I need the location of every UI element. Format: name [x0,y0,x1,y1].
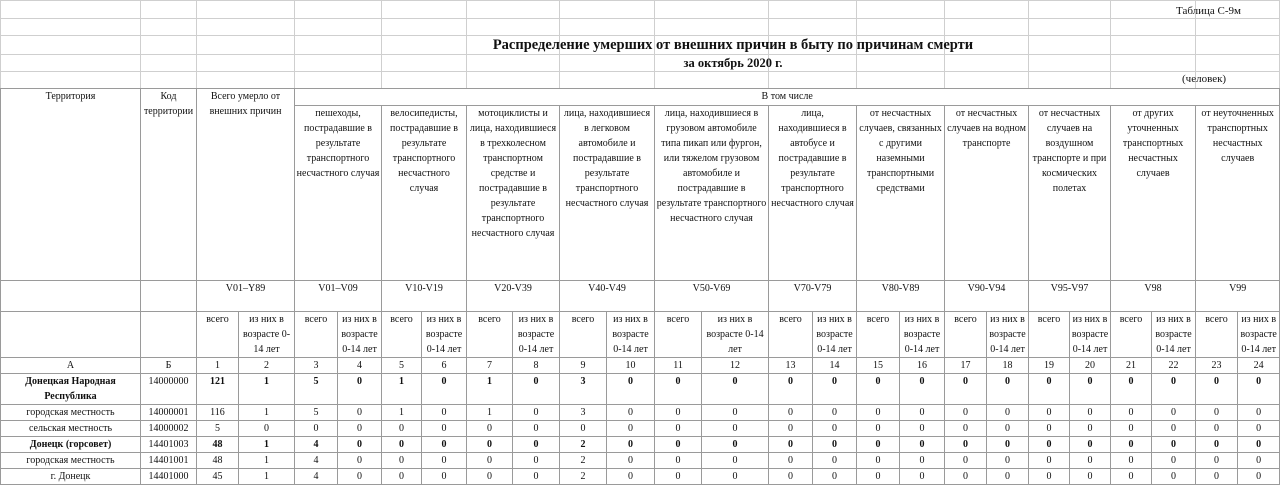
value-cell: 5 [197,421,239,437]
sub-header-total: всего [467,312,513,358]
value-cell: 0 [422,405,467,421]
value-cell: 1 [239,405,295,421]
value-cell: 0 [1238,469,1280,485]
value-cell: 0 [945,453,987,469]
value-cell: 0 [338,374,382,405]
value-cell: 0 [900,469,945,485]
value-cell: 1 [382,374,422,405]
value-cell: 0 [467,453,513,469]
value-cell: 0 [987,453,1029,469]
value-cell: 0 [1152,421,1196,437]
blank-cell [1,312,141,358]
table-row [1,437,1280,453]
sub-header-child: из них в возрасте 0-14 лет [513,312,560,358]
column-number: 2 [239,358,295,374]
value-cell: 3 [560,374,607,405]
sub-header-child: из них в возрасте 0-14 лет [239,312,295,358]
value-cell: 0 [1070,469,1111,485]
sub-header-child: из них в возрасте 0-14 лет [1238,312,1280,358]
value-cell: 0 [1152,469,1196,485]
column-number: 5 [382,358,422,374]
sub-header-child: из них в возрасте 0-14 лет [1152,312,1196,358]
territory-name: г. Донецк [1,469,141,485]
value-cell: 0 [513,469,560,485]
territory-code: 14401003 [141,437,197,453]
value-cell: 1 [239,469,295,485]
total-codes: V01–Y89 [197,281,295,312]
value-cell: 0 [382,437,422,453]
value-cell: 0 [1029,469,1070,485]
table-header [1,89,1280,374]
sub-header-child: из них в возрасте 0-14 лет [1070,312,1111,358]
value-cell: 48 [197,437,239,453]
value-cell: 0 [987,437,1029,453]
value-cell: 2 [560,437,607,453]
column-letter-a: А [1,358,141,374]
value-cell: 0 [513,374,560,405]
document-title: Распределение умерших от внешних причин в быту по причинам смерти [492,37,974,53]
value-cell: 0 [1070,405,1111,421]
value-cell: 0 [900,437,945,453]
value-cell: 0 [769,421,813,437]
value-cell: 0 [607,453,655,469]
value-cell: 0 [702,469,769,485]
sub-header-child: из них в возрасте 0-14 лет [900,312,945,358]
value-cell: 4 [295,437,338,453]
column-number: 3 [295,358,338,374]
value-cell: 0 [769,437,813,453]
value-cell: 0 [945,374,987,405]
territory-name: Донецкая Народная Республика [1,374,141,405]
value-cell: 0 [1029,453,1070,469]
territory-code: 14000001 [141,405,197,421]
blank-cell [141,312,197,358]
value-cell: 0 [513,421,560,437]
value-cell: 0 [769,405,813,421]
column-number: 24 [1238,358,1280,374]
value-cell: 0 [900,453,945,469]
value-cell: 0 [1070,453,1111,469]
territory-name: Донецк (горсовет) [1,437,141,453]
group-header: от неуточненных транспортных несчастных случаев [1196,106,1280,281]
value-cell: 0 [655,437,702,453]
value-cell: 0 [702,437,769,453]
group-codes: V98 [1111,281,1196,312]
value-cell: 0 [1238,421,1280,437]
group-header: лица, находившиеся в грузовом автомобиле типа пикап или фургон, или тяжелом грузовом автомобиле и пострадавшие в результате транспортного несчастного случая [655,106,769,281]
table-row [1,421,1280,437]
sub-header-total: всего [1111,312,1152,358]
group-codes: V70-V79 [769,281,857,312]
group-header: от несчастных случаев на воздушном транспорте и при космических полетах [1029,106,1111,281]
value-cell: 0 [1111,421,1152,437]
value-cell: 0 [655,405,702,421]
group-codes: V50-V69 [655,281,769,312]
territory-name: сельская местность [1,421,141,437]
value-cell: 0 [513,405,560,421]
value-cell: 1 [467,405,513,421]
group-codes: V99 [1196,281,1280,312]
value-cell: 0 [607,374,655,405]
value-cell: 0 [857,421,900,437]
total-deaths-header: Всего умерло от внешних причин [197,89,295,281]
territory-code: 14000000 [141,374,197,405]
column-number: 15 [857,358,900,374]
sub-header-child: из них в возрасте 0-14 лет [338,312,382,358]
value-cell: 1 [239,453,295,469]
column-number: 1 [197,358,239,374]
value-cell: 0 [422,421,467,437]
value-cell: 0 [857,469,900,485]
value-cell: 0 [1238,453,1280,469]
value-cell: 0 [857,453,900,469]
column-number: 9 [560,358,607,374]
value-cell: 1 [239,374,295,405]
value-cell: 0 [945,421,987,437]
value-cell: 0 [560,421,607,437]
value-cell: 0 [900,374,945,405]
column-number: 10 [607,358,655,374]
value-cell: 0 [655,469,702,485]
value-cell: 0 [1070,374,1111,405]
group-header: от других уточненных транспортных несчастных случаев [1111,106,1196,281]
table-body [1,374,1280,485]
value-cell: 0 [382,421,422,437]
value-cell: 0 [607,421,655,437]
column-number: 13 [769,358,813,374]
table-row [1,453,1280,469]
column-number: 11 [655,358,702,374]
value-cell: 0 [900,421,945,437]
sub-header-total: всего [857,312,900,358]
value-cell: 0 [1111,374,1152,405]
value-cell: 0 [1196,405,1238,421]
value-cell: 0 [702,405,769,421]
value-cell: 0 [513,453,560,469]
column-number: 4 [338,358,382,374]
column-number: 12 [702,358,769,374]
value-cell: 0 [945,437,987,453]
value-cell: 48 [197,453,239,469]
value-cell: 0 [813,453,857,469]
blank-cell [141,281,197,312]
value-cell: 0 [987,421,1029,437]
value-cell: 0 [382,469,422,485]
value-cell: 0 [1196,421,1238,437]
column-number: 8 [513,358,560,374]
sub-header-total: всего [382,312,422,358]
group-header: лица, находившиеся в автобусе и пострадавшие в результате транспортного несчастного случая [769,106,857,281]
statistics-table [0,88,1280,485]
territory-header: Территория [1,89,141,281]
value-cell: 0 [1029,374,1070,405]
territory-code: 14000002 [141,421,197,437]
territory-name: городская местность [1,453,141,469]
column-number: 16 [900,358,945,374]
column-number: 21 [1111,358,1152,374]
column-number: 22 [1152,358,1196,374]
column-number: 17 [945,358,987,374]
column-letter-b: Б [141,358,197,374]
value-cell: 0 [467,421,513,437]
document-subtitle: за октябрь 2020 г. [683,56,783,70]
value-cell: 45 [197,469,239,485]
value-cell: 0 [769,469,813,485]
territory-code: 14401001 [141,453,197,469]
value-cell: 0 [987,469,1029,485]
group-codes: V95-V97 [1029,281,1111,312]
sub-header-child: из них в возрасте 0-14 лет [702,312,769,358]
value-cell: 0 [1238,437,1280,453]
value-cell: 0 [1152,437,1196,453]
value-cell: 0 [338,421,382,437]
value-cell: 0 [702,453,769,469]
value-cell: 4 [295,453,338,469]
value-cell: 5 [295,405,338,421]
sub-header-total: всего [1029,312,1070,358]
value-cell: 0 [239,421,295,437]
value-cell: 0 [702,374,769,405]
value-cell: 3 [560,405,607,421]
value-cell: 116 [197,405,239,421]
sub-header-total: всего [655,312,702,358]
units-note: (человек) [1182,73,1227,85]
value-cell: 0 [987,374,1029,405]
value-cell: 0 [1152,405,1196,421]
value-cell: 4 [295,469,338,485]
value-cell: 0 [513,437,560,453]
value-cell: 0 [338,405,382,421]
sub-header-total: всего [1196,312,1238,358]
value-cell: 0 [422,437,467,453]
value-cell: 0 [1111,453,1152,469]
value-cell: 0 [857,374,900,405]
value-cell: 0 [900,405,945,421]
sub-header-total: всего [769,312,813,358]
code-header: Код территории [141,89,197,281]
column-number: 19 [1029,358,1070,374]
value-cell: 0 [813,469,857,485]
including-header: В том числе [295,89,1280,106]
sub-header-child: из них в возрасте 0-14 лет [987,312,1029,358]
value-cell: 0 [1152,453,1196,469]
group-header: пешеходы, пострадавшие в результате транспортного несчастного случая [295,106,382,281]
value-cell: 121 [197,374,239,405]
column-number: 14 [813,358,857,374]
value-cell: 0 [1152,374,1196,405]
value-cell: 0 [813,374,857,405]
value-cell: 0 [702,421,769,437]
column-number: 23 [1196,358,1238,374]
blank-cell [1,281,141,312]
value-cell: 0 [1070,421,1111,437]
value-cell: 0 [1111,405,1152,421]
territory-code: 14401000 [141,469,197,485]
value-cell: 0 [813,405,857,421]
group-codes: V40-V49 [560,281,655,312]
group-header: мотоциклисты и лица, находившиеся в трехколесном транспортном средстве и пострадавшие в результате транспортного несчастного случая [467,106,560,281]
group-header: от несчастных случаев, связанных с другими наземными транспортными средствами [857,106,945,281]
value-cell: 0 [1111,437,1152,453]
sub-header-child: из них в возрасте 0-14 лет [607,312,655,358]
value-cell: 0 [382,453,422,469]
column-number: 6 [422,358,467,374]
sub-header-child: из них в возрасте 0-14 лет [422,312,467,358]
value-cell: 0 [1111,469,1152,485]
value-cell: 0 [338,469,382,485]
group-codes: V90-V94 [945,281,1029,312]
value-cell: 0 [338,453,382,469]
value-cell: 0 [1196,374,1238,405]
column-number: 20 [1070,358,1111,374]
sub-header-total: всего [560,312,607,358]
value-cell: 5 [295,374,338,405]
sub-header-total: всего [295,312,338,358]
value-cell: 0 [607,405,655,421]
group-header: от несчастных случаев на водном транспорте [945,106,1029,281]
value-cell: 1 [382,405,422,421]
column-number: 18 [987,358,1029,374]
value-cell: 0 [295,421,338,437]
value-cell: 1 [239,437,295,453]
value-cell: 0 [813,437,857,453]
value-cell: 0 [655,374,702,405]
value-cell: 0 [655,453,702,469]
value-cell: 0 [769,453,813,469]
value-cell: 0 [467,469,513,485]
group-codes: V80-V89 [857,281,945,312]
value-cell: 0 [1070,437,1111,453]
value-cell: 2 [560,469,607,485]
value-cell: 0 [607,469,655,485]
value-cell: 0 [945,405,987,421]
group-header: лица, находившиеся в легковом автомобиле и пострадавшие в результате транспортного несчастного случая [560,106,655,281]
value-cell: 0 [857,405,900,421]
table-row [1,469,1280,485]
value-cell: 0 [467,437,513,453]
value-cell: 0 [1238,405,1280,421]
value-cell: 0 [769,374,813,405]
sub-header-total: всего [945,312,987,358]
territory-name: городская местность [1,405,141,421]
value-cell: 1 [467,374,513,405]
value-cell: 0 [422,453,467,469]
table-reference: Таблица С-9м [1176,5,1242,17]
table-row [1,405,1280,421]
value-cell: 0 [1196,469,1238,485]
value-cell: 2 [560,453,607,469]
value-cell: 0 [422,374,467,405]
group-header: велосипедисты, пострадавшие в результате транспортного несчастного случая [382,106,467,281]
value-cell: 0 [987,405,1029,421]
value-cell: 0 [338,437,382,453]
value-cell: 0 [655,421,702,437]
value-cell: 0 [1029,421,1070,437]
value-cell: 0 [1196,453,1238,469]
group-codes: V20-V39 [467,281,560,312]
table-row [1,374,1280,405]
value-cell: 0 [422,469,467,485]
value-cell: 0 [857,437,900,453]
value-cell: 0 [1029,437,1070,453]
group-codes: V10-V19 [382,281,467,312]
value-cell: 0 [813,421,857,437]
group-codes: V01–V09 [295,281,382,312]
value-cell: 0 [1196,437,1238,453]
value-cell: 0 [945,469,987,485]
value-cell: 0 [607,437,655,453]
value-cell: 0 [1238,374,1280,405]
sub-header-child: из них в возрасте 0-14 лет [813,312,857,358]
column-number: 7 [467,358,513,374]
value-cell: 0 [1029,405,1070,421]
sub-header-total: всего [197,312,239,358]
